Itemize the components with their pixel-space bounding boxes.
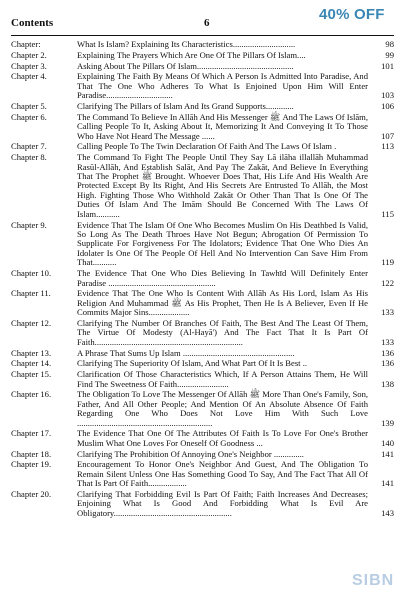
toc-page-number: 136: [381, 358, 394, 369]
toc-chapter-label: Chapter 6.: [11, 111, 47, 122]
toc-chapter-label: Chapter 9.: [11, 219, 47, 230]
toc-chapter-label: Chapter 13.: [11, 347, 52, 358]
toc-entry[interactable]: [11, 51, 394, 60]
toc-chapter-label: Chapter 4.: [11, 71, 47, 82]
watermark-logo: SIBN: [352, 572, 395, 589]
toc-chapter-title: Evidence That The Islam Of One Who Becomes Muslim On His Deathbed Is Valid, So Long As The Death Throes Have Not Begun; Abrogation Of Permission To Supplicate For Forgiveness For The Idolators; Evidence That One Who Dies An Idolater Is One Of The People Of Hell And No Intervention Can Save Him From That...........: [77, 219, 368, 268]
toc-entry[interactable]: [11, 72, 394, 100]
toc-entry[interactable]: [11, 113, 394, 141]
toc-entry[interactable]: [11, 370, 394, 389]
toc-chapter-title: Asking About The Pillars Of Islam.............................................: [77, 60, 294, 71]
toc-page-number: 98: [385, 39, 394, 49]
toc-chapter-title: Clarifying That Forbidding Evil Is Part Of Faith; Faith Increases And Decreases; Enjoining What Is Good And Forbidding What Is Evil Are Obligatory.......................................................: [77, 489, 368, 518]
page-title: Contents: [11, 17, 54, 29]
toc-page-number: 119: [381, 257, 394, 268]
toc-chapter-label: Chapter 7.: [11, 141, 47, 152]
toc-chapter-title: What Is Islam? Explaining Its Characteristics.............................: [77, 39, 296, 49]
toc-entry[interactable]: [11, 450, 394, 459]
toc-chapter-title: The Evidence That One Who Dies Believing In Tawhīd Will Definitely Enter Paradise ..................................................: [77, 268, 368, 288]
toc-chapter-title: Clarifying The Prohibition Of Annoying One's Neighbor ..............: [77, 448, 304, 459]
toc-page-number: 115: [381, 208, 394, 219]
toc-chapter-label: Chapter 16.: [11, 389, 52, 400]
toc-entry[interactable]: [11, 269, 394, 288]
toc-chapter-label: Chapter 8.: [11, 152, 47, 163]
toc-entry[interactable]: [11, 359, 394, 368]
toc-chapter-label: Chapter 15.: [11, 369, 52, 380]
page-number: 6: [204, 17, 210, 29]
toc-page-number: 133: [381, 307, 394, 318]
toc-entry[interactable]: [11, 289, 394, 317]
toc-chapter-title: The Command To Believe In Allāh And His Messenger ﷺ And The Laws Of Islām, Calling People To It, Asking About It, Memorizing It And Conveying It To Those Who Have Not Heard The Message ......: [77, 111, 368, 141]
toc-chapter-label: Chapter 19.: [11, 459, 52, 470]
toc-chapter-label: Chapter 11.: [11, 288, 51, 299]
toc-page-number: 140: [381, 437, 394, 448]
toc-chapter-title: Explaining The Prayers Which Are One Of The Pillars Of Islam....: [77, 49, 306, 60]
toc-page-number: 106: [381, 100, 394, 111]
toc-page-number: 141: [381, 448, 394, 459]
page-header: [0, 0, 409, 40]
toc-entry[interactable]: [11, 142, 394, 151]
toc-chapter-label: Chapter 17.: [11, 428, 52, 439]
toc-chapter-label: Chapter 18.: [11, 448, 52, 459]
toc-page-number: 138: [381, 378, 394, 389]
toc-entry[interactable]: [11, 319, 394, 347]
toc-page-number: 107: [381, 130, 394, 141]
toc-chapter-title: Clarifying The Number Of Branches Of Faith, The Best And The Least Of Them, The Virtue Of Modesty (Al-Hayā') And The Fact That It Is Part Of Faith.....................................................................: [77, 317, 368, 347]
toc-chapter-label: Chapter 5.: [11, 100, 47, 111]
toc-entry[interactable]: [11, 40, 394, 49]
toc-page-number: 139: [381, 417, 394, 428]
toc-chapter-label: Chapter 14.: [11, 358, 52, 369]
toc-chapter-title: The Evidence That One Of The Attributes Of Faith Is To Love For One's Brother Muslim What One Loves For Oneself Of Goodness ...: [77, 428, 368, 448]
toc-chapter-label: Chapter 12.: [11, 317, 52, 328]
toc-entry[interactable]: [11, 221, 394, 268]
toc-page-number: 103: [381, 90, 394, 101]
toc-chapter-label: Chapter 10.: [11, 268, 52, 279]
discount-badge: 40% OFF: [319, 6, 385, 23]
toc-chapter-title: The Obligation To Love The Messenger Of Allāh ﷺ More Than One's Family, Son, Father, And All Other People; And Mention Of An Absolute Absence Of Faith Regarding One Who Does Not Love Him With Such Love ...............................................................: [77, 389, 369, 428]
toc-chapter-title: Clarifying The Superiority Of Islam, And What Part Of It Is Best ..: [77, 358, 308, 369]
toc-chapter-label: Chapter:: [11, 39, 41, 49]
toc-page-number: 122: [381, 277, 394, 288]
toc-entry[interactable]: [11, 349, 394, 358]
toc-page-number: 136: [381, 347, 394, 358]
toc-chapter-title: A Phrase That Sums Up Islam ....................................................: [77, 347, 295, 358]
toc-entry[interactable]: [11, 62, 394, 71]
toc-page-number: 133: [381, 336, 394, 347]
toc-chapter-title: Explaining The Faith By Means Of Which A Person Is Admitted Into Paradise, And That The One Who Adheres To What Is Enjoined Upon Him Will Enter Paradise...............................: [77, 71, 368, 101]
toc-entry[interactable]: [11, 460, 394, 488]
table-of-contents: [11, 40, 394, 520]
toc-page-number: 101: [381, 60, 394, 71]
toc-entry[interactable]: [11, 153, 394, 219]
toc-page-number: 141: [381, 478, 394, 489]
toc-entry[interactable]: [11, 102, 394, 111]
toc-page-number: 113: [381, 141, 394, 152]
toc-chapter-title: Encouragement To Honor One's Neighbor And Guest, And The Obligation To Remain Silent Unless One Has Something Good To Say, And The Fact That All Of That Is Part Of Faith..................: [77, 459, 368, 489]
toc-entry[interactable]: [11, 390, 394, 428]
toc-entry[interactable]: [11, 490, 394, 518]
toc-chapter-label: Chapter 20.: [11, 489, 52, 500]
toc-chapter-title: Evidence That The One Who Is Content With Allāh As His Lord, Islam As His Religion And Muhammad ﷺ As His Prophet, Then He Is A Believer, Even If He Commits Major Sins...................: [77, 288, 368, 318]
toc-page-number: 143: [381, 507, 394, 518]
toc-chapter-title: Calling People To The Twin Declaration Of Faith And The Laws Of Islam .: [77, 141, 337, 152]
toc-entry[interactable]: [11, 429, 394, 448]
toc-chapter-label: Chapter 3.: [11, 60, 47, 71]
header-rule: [11, 35, 394, 36]
toc-chapter-label: Chapter 2.: [11, 49, 47, 60]
toc-page-number: 99: [385, 49, 394, 60]
toc-chapter-title: Clarifying The Pillars of Islam And Its Grand Supports.............: [77, 100, 294, 111]
toc-chapter-title: Clarification Of Those Characteristics Which, If A Person Attains Them, He Will Find The Sweetness Of Faith........................: [77, 369, 368, 389]
toc-chapter-title: The Command To Fight The People Until They Say Lā ilāha illallāh Muhammad Rasūl-Allāh, And Establish Salāt, And Pay The Zakāt, And Believe In Everything That The Prophet ﷺ Brought. Whoever Does That, His Life And His Wealth Are Protected Except By Its Right, And His Secrets Are Entrusted To Allāh, the Most High. Fighting Those Who Withhold Zakāt Or Other Than That Is One Of The Duties Of Islam And The Imām Should Be Concerned With The Laws Of Islam...........: [77, 152, 368, 219]
